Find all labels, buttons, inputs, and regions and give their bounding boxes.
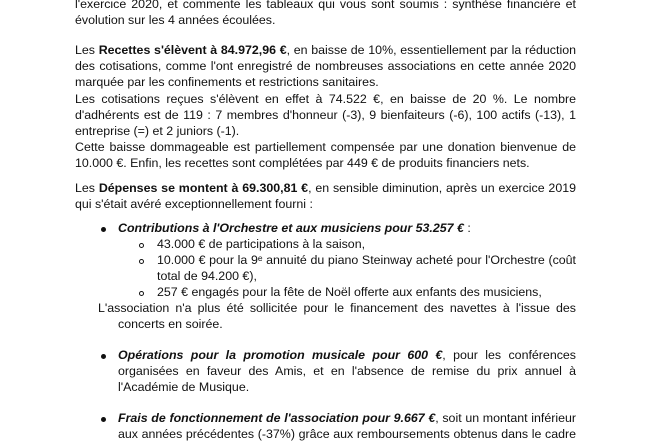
contributions-note-line-2: concerts en soirée. [118, 317, 223, 331]
sub-bullet-icon [139, 243, 144, 248]
sub-bullet-icon [139, 291, 144, 296]
cotisations-line-1: Les cotisations reçues s'élèvent en effet à 74.522 €, en baisse de 20 %. Le nombre [75, 92, 576, 106]
contributions-item-1: 43.000 € de participations à la saison, [157, 237, 366, 251]
depenses-line-1: Les Dépenses se montent à 69.300,81 €, en sensible diminution, après un exercice 2019 [75, 181, 576, 195]
recettes-paragraph-line-1: Les Recettes s'élèvent à 84.972,96 €, en baisse de 10%, essentiellement par la réduction [75, 43, 576, 57]
operations-line-3: l'Académie de Musique. [118, 380, 250, 394]
contributions-item-2-line-2: total de 94.200 €), [157, 269, 257, 283]
operations-title: Opérations pour la promotion musicale pour 600 € [118, 348, 443, 362]
contributions-item-2-line-1: 10.000 € pour la 9ᵉ annuité du piano Steinway acheté pour l'Orchestre (coût [157, 253, 576, 267]
bullet-icon [101, 227, 106, 232]
frais-line-2: aux années précédentes (-37%) grâce aux remboursements obtenus dans le cadre [118, 427, 576, 441]
recettes-paragraph-line-3: marquée par les confinements et restrictions sanitaires. [75, 75, 379, 89]
sub-bullet-icon [139, 259, 144, 264]
intro-line-1: l'exercice 2020, et commente les tableaux qui vous sont soumis : synthèse financière et [75, 0, 576, 11]
recettes-amount: Recettes s'élèvent à 84.972,96 € [98, 43, 287, 57]
frais-line-1: Frais de fonctionnement de l'association pour 9.667 €, soit un montant inférieur [118, 411, 577, 425]
cotisations-line-2: d'adhérents est de 119 : 7 membres d'honneur (-3), 9 bienfaiteurs (-6), 100 actifs (-13), 1 [75, 108, 576, 122]
operations-line-2: organisées en faveur des Amis, et en l'absence de remise du prix annuel à [118, 364, 576, 378]
donation-line-2: 10.000 €. Enfin, les recettes sont complétées par 449 € de produits financiers nets. [75, 156, 530, 170]
bullet-icon [101, 354, 106, 359]
recettes-paragraph-line-2: des cotisations, comme l'ont enregistré de nombreuses associations en cette année 2020 [75, 59, 576, 73]
contributions-item-3: 257 € engagés pour la fête de Noël offerte aux enfants des musiciens, [157, 285, 542, 299]
intro-line-2: évolution sur les 4 années écoulées. [75, 13, 276, 27]
depenses-amount: Dépenses se montent à 69.300,81 € [98, 181, 309, 195]
contributions-title: Contributions à l'Orchestre et aux musiciens pour 53.257 € : [118, 221, 471, 235]
contributions-note-line-1: L'association n'a plus été sollicitée pour le financement des navettes à l'issue des [98, 301, 576, 315]
depenses-line-2: qui s'était avéré exceptionnellement fourni : [75, 197, 313, 211]
donation-line-1: Cette baisse dommageable est partiellement compensée par une donation bienvenue de [75, 140, 576, 154]
cotisations-line-3: entreprise (=) et 2 juniors (-1). [75, 124, 240, 138]
operations-line-1: Opérations pour la promotion musicale pour 600 €, pour les conférences [118, 348, 576, 362]
frais-title: Frais de fonctionnement de l'association pour 9.667 € [118, 411, 436, 425]
bullet-icon [101, 417, 106, 422]
